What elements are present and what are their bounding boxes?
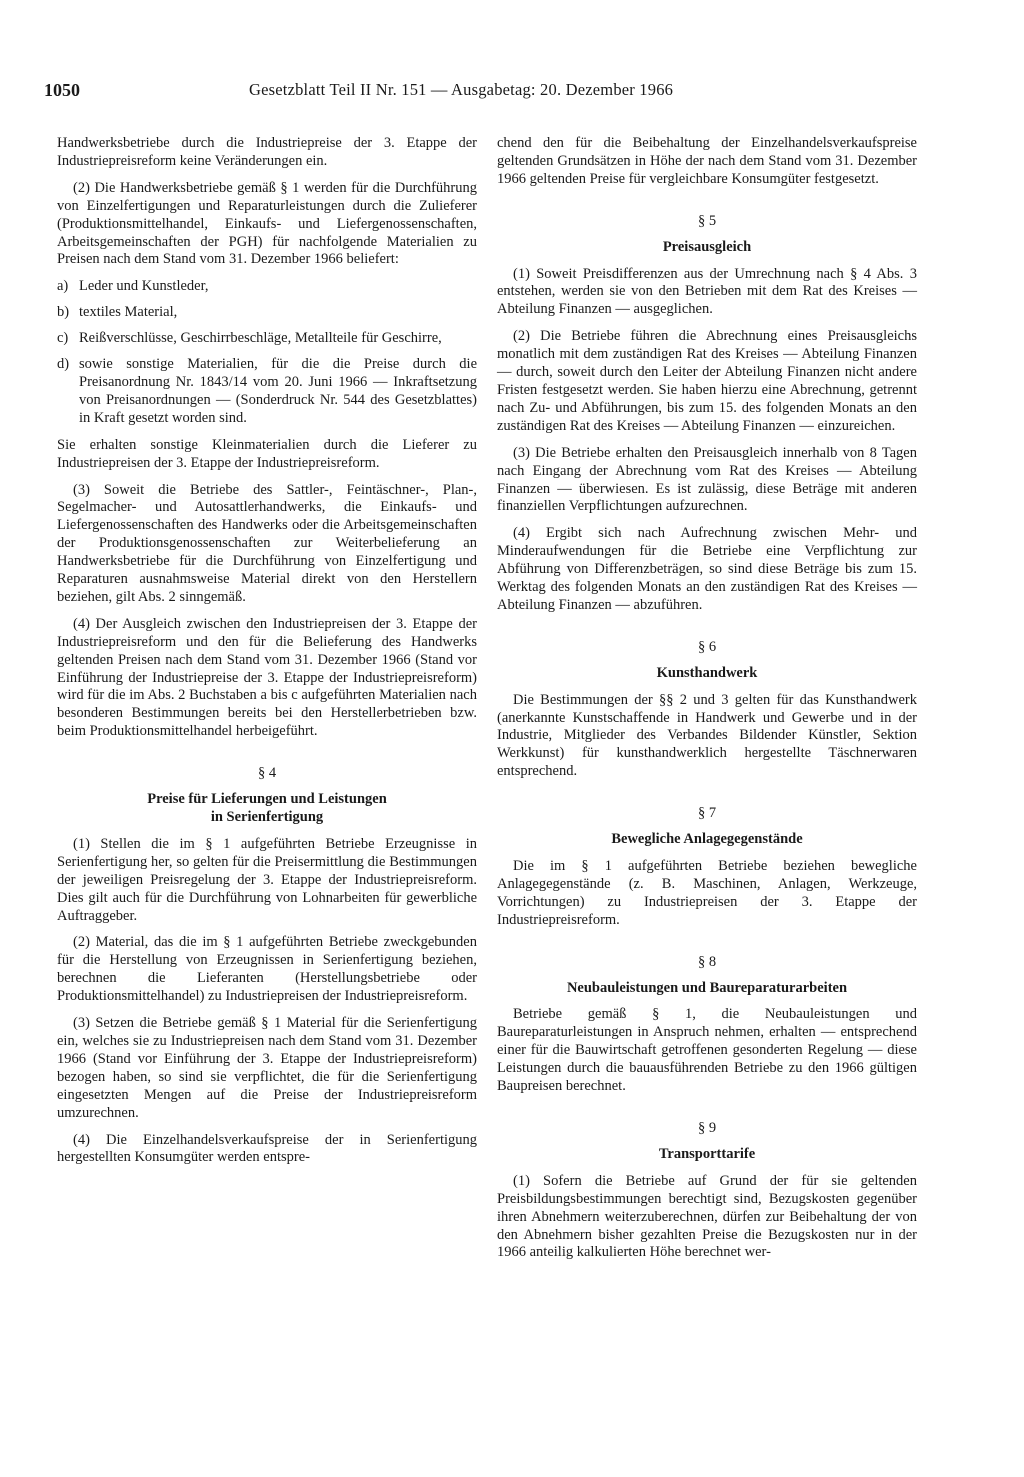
list-item-text: Reißverschlüsse, Geschirrbeschläge, Metallteile für Geschirre, [79,330,442,347]
list-item-text: sowie sonstige Materialien, für die die Preise durch die Preisanordnung Nr. 1843/14 vom 20. Juni 1966 — Inkraftsetzung von Preisanordnungen — (Sonderdruck Nr. 544 des Gesetzblattes) in Kraft gesetzt worden sind. [79,356,477,426]
paragraph: Die im § 1 aufgeführten Betriebe beziehen bewegliche Anlagegegenstände (z. B. Maschinen, Anlagen, Werkzeuge, Vorrichtungen) zu Industriepreisen der 3. Etappe der Industriepreisreform. [497,858,917,928]
page-number: 1050 [44,80,80,100]
right-column [497,135,917,1271]
paragraph: (1) Stellen die im § 1 aufgeführten Betriebe Erzeugnisse in Serienfertigung her, so gelten für die Preisermittlung die Bestimmungen der jeweiligen Preisregelung der 3. Etappe der Industriepreisreform. Dies gilt auch für die Durchführung von Lohnarbeiten für gewerbliche Auftraggeber. [57,835,477,924]
list-marker: c) [57,330,69,347]
section-title: Neubauleistungen und Baureparaturarbeiten [566,979,848,996]
section-number: § 6 [697,638,717,655]
paragraph: Betriebe gemäß § 1, die Neubauleistungen und Baureparaturleistungen in Anspruch nehmen, erhalten — entsprechend einer für die Bauwirtschaft getroffenen gesonderten Regelung — diese Leistungen durch die bauausführenden Betriebe zu den 1966 gültigen Baupreisen berechnet. [497,1006,917,1095]
paragraph: Die Bestimmungen der §§ 2 und 3 gelten für das Kunsthandwerk (anerkannte Kunstschaffende in Handwerk und Gewerbe und in der Industrie, Mitglieder des Verbandes Bildender Künstler, Sektion Werkkunst) für kunsthandwerklich hergestellte Täschnerwaren entsprechend. [497,691,917,780]
paragraph: (4) Der Ausgleich zwischen den Industriepreisen der 3. Etappe der Industriepreisreform und den für die Belieferung des Handwerks geltenden Preisen nach dem Stand vom 31. Dezember 1966 (Stand vor Einführung der Industriepreise der 3. Etappe der Industriepreisreform) wird für die im Abs. 2 Buchstaben a bis c aufgeführten Materialien nach besonderen Bestimmungen bereits bei den Herstellerbetrieben bzw. beim Produktionsmittelhandel herbeigeführt. [57,615,477,740]
section-title [57,791,477,827]
material-list [57,278,477,427]
paragraph: (1) Soweit Preisdifferenzen aus der Umrechnung nach § 4 Abs. 3 entstehen, werden sie von den Betrieben mit dem Rat des Kreises — Abteilung Finanzen — ausgeglichen. [497,265,917,318]
list-marker: b) [57,304,70,321]
paragraph: chend den für die Beibehaltung der Einzelhandelsverkaufspreise geltenden Grundsätzen in Höhe der nach dem Stand vom 31. Dezember 1966 geltenden Preise für vergleichbare Konsumgüter festgesetzt. [497,135,917,187]
paragraph: (3) Setzen die Betriebe gemäß § 1 Material für die Serienfertigung ein, welches sie zu Industriepreisen nach dem Stand vom 31. Dezember 1966 (Stand vor Einführung der 3. Etappe der Industriepreisreform) bezogen haben, so sind sie verpflichtet, die für die Serienfertigung eingesetzten Mengen auf die Preise der Industriepreisreform umzurechnen. [57,1015,477,1121]
section-title: Transporttarife [658,1145,756,1162]
list-item [57,330,477,348]
paragraph: (2) Die Handwerksbetriebe gemäß § 1 werden für die Durchführung von Einzelfertigungen und Reparaturleistungen durch die Zulieferer (Produktionsmittelhandel, Einkaufs- und Liefergenossenschaften, Arbeitsgemeinschaften der PGH) für nachfolgende Materialien zu Preisen nach dem Stand vom 31. Dezember 1966 beliefert: [57,179,477,268]
list-item-text: Leder und Kunstleder, [79,278,209,295]
section-number: § 8 [697,953,717,970]
paragraph: (3) Soweit die Betriebe des Sattler-, Feintäschner-, Plan-, Segelmacher- und Autosattlerhandwerks, die Einkaufs- und Liefergenossenschaften des Handwerks oder die Arbeitsgemeinschaften der Produktionsgenossenschaften zur Weiterbelieferung an Handwerksbetriebe für die Durchführung von Einzelfertigung und Reparaturen ausnahmsweise Material direkt von den Herstellern beziehen, gilt Abs. 2 sinngemäß. [57,481,477,605]
list-marker: d) [57,356,70,373]
list-item-text: textiles Material, [79,304,178,321]
page-header [44,80,914,104]
section-number: § 9 [697,1119,717,1136]
section-title: Preisausgleich [662,238,752,255]
section-number: § 5 [697,212,717,229]
section-title-line: Preise für Lieferungen und Leistungen [147,791,387,808]
paragraph: Sie erhalten sonstige Kleinmaterialien durch die Lieferer zu Industriepreisen der 3. Etappe der Industriepreisreform. [57,436,477,471]
list-item [57,304,477,322]
running-head: Gesetzblatt Teil II Nr. 151 — Ausgabetag: 20. Dezember 1966 [249,80,674,99]
section-title: Bewegliche Anlagegegenstände [611,831,803,848]
section-number: § 4 [257,765,277,782]
paragraph: (1) Sofern die Betriebe auf Grund der für sie geltenden Preisbildungsbestimmungen berechtigt sind, Bezugskosten gegenüber ihren Abnehmern weiterzuberechnen, dürfen zur Beibehaltung der von den Abnehmern bisher gezahlten Preise die Bezugskosten nur in der 1966 anteilig kalkulierten Höhe berechnet wer- [497,1172,917,1261]
left-column [57,135,477,1176]
paragraph: (2) Die Betriebe führen die Abrechnung eines Preisausgleichs monatlich mit dem zuständigen Rat des Kreises — Abteilung Finanzen — durch, soweit durch den Leiter der Abteilung Finanzen nicht andere Fristen festgesetzt werden. Sie haben hierzu eine Abrechnung, getrennt nach Zu- und Abführungen, bis zum 15. des folgenden Monats an den zuständigen Rat des Kreises — Abteilung Finanzen — einzureichen. [497,328,917,434]
paragraph: (4) Die Einzelhandelsverkaufspreise der in Serienfertigung hergestellten Konsumgüter werden entspre- [57,1131,477,1166]
paragraph: Handwerksbetriebe durch die Industriepreise der 3. Etappe der Industriepreisreform keine Veränderungen ein. [57,135,477,169]
section-number: § 7 [697,805,717,822]
list-item [57,278,477,296]
section-title: Kunsthandwerk [656,664,758,681]
section-title-line: in Serienfertigung [210,809,324,825]
paragraph: (2) Material, das die im § 1 aufgeführten Betriebe zweckgebunden für die Herstellung von Erzeugnissen in Serienfertigung beziehen, berechnen die Lieferanten (Herstellungsbetriebe oder Produktionsmittelhandel) zu Industriepreisen der Industriepreisreform. [57,934,477,1005]
list-item [57,356,477,428]
paragraph: (4) Ergibt sich nach Aufrechnung zwischen Mehr- und Minderaufwendungen für die Betriebe eine Verpflichtung zur Abführung von Differenzbeträgen, so sind diese Beträge bis zum 15. Werktag des folgenden Monats an den zuständigen Rat des Kreises — Abteilung Finanzen — abzuführen. [497,525,917,613]
paragraph: (3) Die Betriebe erhalten den Preisausgleich innerhalb von 8 Tagen nach Eingang der Abrechnung vom Rat des Kreises — Abteilung Finanzen — überwiesen. Es ist zulässig, diese Beträge mit anderen finanziellen Verpflichtungen aufzurechnen. [497,444,917,515]
list-marker: a) [57,278,69,295]
